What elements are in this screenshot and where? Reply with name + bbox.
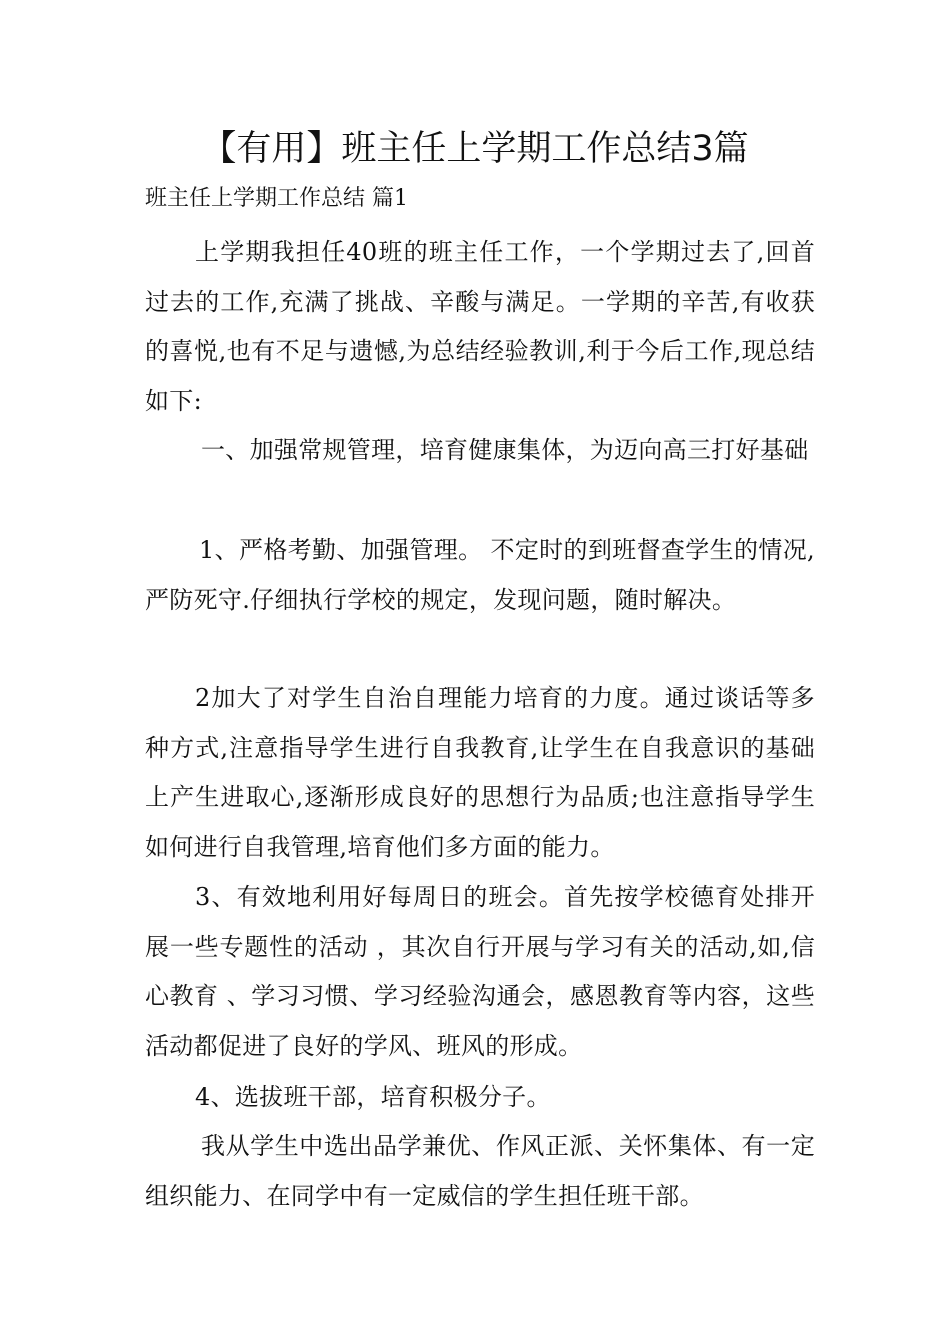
section-heading: 班主任上学期工作总结 篇1 <box>145 186 408 211</box>
paragraph-intro: 上学期我担任40班的班主任工作，一个学期过去了,回首过去的工作,充满了挑战、辛酸与满足。一学期的辛苦,有收获的喜悦,也有不足与遗憾,为总结经验教训,利于今后工作,现总结如下: <box>145 238 815 415</box>
paragraph-item-2: 2加大了对学生自治自理能力培育的力度。通过谈话等多种方式,注意指导学生进行自我教育,让学生在自我意识的基础上产生进取心,逐渐形成良好的思想行为品质;也注意指导学生如何进行自我管理,培育他们多方面的能力。 <box>145 684 815 861</box>
paragraph-item-3: 3、有效地利用好每周日的班会。首先按学校德育处排开展一些专题性的活动 ，其次自行开展与学习有关的活动,如,信心教育 、学习习惯、学习经验沟通会，感恩教育等内容，这些活动都促进了良好的学风、班风的形成。 <box>145 883 815 1060</box>
document-title: 【有用】班主任上学期工作总结3篇 <box>201 129 749 169</box>
paragraph-item-1: 1、严格考勤、加强管理。 不定时的到班督查学生的情况,严防死守.仔细执行学校的规定，发现问题，随时解决。 <box>145 536 815 614</box>
paragraph-item-4: 4、选拔班干部，培育积极分子。 <box>195 1083 551 1111</box>
paragraph-section-one-heading: 一、加强常规管理，培育健康集体，为迈向高三打好基础 <box>201 436 809 464</box>
paragraph-class-cadres: 我从学生中选出品学兼优、作风正派、关怀集体、有一定组织能力、在同学中有一定威信的学生担任班干部。 <box>145 1132 815 1210</box>
